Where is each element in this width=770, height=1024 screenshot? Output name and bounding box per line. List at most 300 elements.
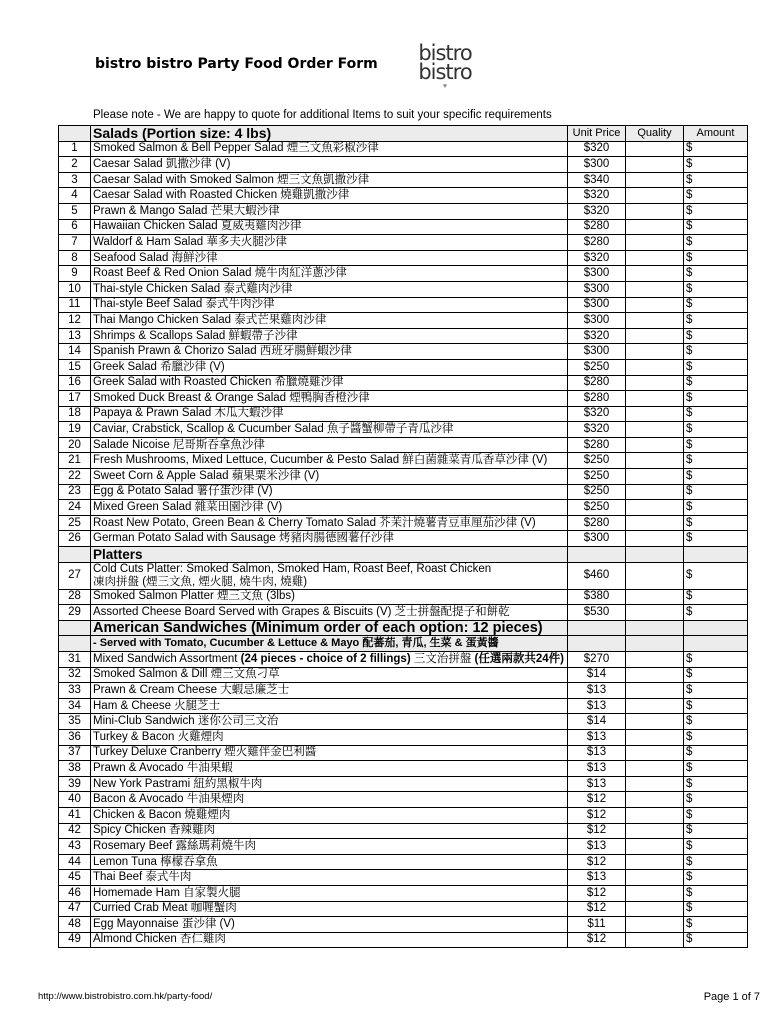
item-number: 20 — [59, 437, 91, 453]
item-number: 8 — [59, 250, 91, 266]
amount-cell: $ — [684, 391, 748, 407]
unit-price: $250 — [568, 469, 626, 485]
item-number: 39 — [59, 776, 91, 792]
table-row — [59, 854, 748, 870]
page-title: bistro bistro Party Food Order Form — [95, 56, 378, 72]
quantity-input[interactable] — [626, 885, 684, 901]
amount-cell: $ — [684, 698, 748, 714]
amount-cell: $ — [684, 469, 748, 485]
item-name: Caesar Salad with Smoked Salmon 煙三文魚凱撒沙律 — [91, 172, 568, 188]
quantity-input[interactable] — [626, 652, 684, 668]
item-number: 40 — [59, 792, 91, 808]
quantity-input[interactable] — [626, 776, 684, 792]
item-number: 33 — [59, 683, 91, 699]
item-name: Fresh Mushrooms, Mixed Lettuce, Cucumber & Pesto Salad 鮮白菌雜菜青瓜香草沙律 (V) — [91, 453, 568, 469]
unit-price: $300 — [568, 297, 626, 313]
item-number: 36 — [59, 729, 91, 745]
bistro-logo — [414, 41, 476, 91]
item-number: 41 — [59, 807, 91, 823]
quantity-input[interactable] — [626, 667, 684, 683]
unit-price: $280 — [568, 515, 626, 531]
amount-cell: $ — [684, 484, 748, 500]
quantity-input[interactable] — [626, 839, 684, 855]
quantity-input[interactable] — [626, 823, 684, 839]
unit-price: $13 — [568, 870, 626, 886]
unit-price: $13 — [568, 839, 626, 855]
item-name: Smoked Duck Breast & Orange Salad 煙鴨胸香橙沙律 — [91, 391, 568, 407]
section-amount-cell — [684, 620, 748, 636]
amount-cell: $ — [684, 729, 748, 745]
section-price-cell — [568, 620, 626, 636]
quantity-input[interactable] — [626, 500, 684, 516]
item-name: Prawn & Cream Cheese 大蝦忌廉芝士 — [91, 683, 568, 699]
item-number: 15 — [59, 359, 91, 375]
unit-price: $460 — [568, 562, 626, 589]
table-row — [59, 605, 748, 621]
sandwiches-section-subtitle-row — [59, 636, 748, 652]
quantity-input[interactable] — [626, 375, 684, 391]
amount-cell: $ — [684, 885, 748, 901]
item-name-part: Mixed Sandwich Assortment — [93, 652, 241, 665]
unit-price: $300 — [568, 344, 626, 360]
item-number: 11 — [59, 297, 91, 313]
table-row — [59, 266, 748, 282]
item-name: Turkey Deluxe Cranberry 煙火雞伴金巴利醬 — [91, 745, 568, 761]
table-row — [59, 729, 748, 745]
unit-price: $13 — [568, 683, 626, 699]
unit-price: $13 — [568, 745, 626, 761]
amount-cell: $ — [684, 515, 748, 531]
section-price-cell — [568, 547, 626, 563]
item-name: Roast New Potato, Green Bean & Cherry Tomato Salad 芥茉汁燒薯青豆車厘茄沙律 (V) — [91, 515, 568, 531]
item-name: Greek Salad 希臘沙律 (V) — [91, 359, 568, 375]
page-number: Page 1 of 7 — [703, 991, 760, 1003]
table-row — [59, 141, 748, 157]
unit-price: $300 — [568, 531, 626, 547]
quantity-input[interactable] — [626, 328, 684, 344]
item-number: 10 — [59, 281, 91, 297]
item-number: 29 — [59, 605, 91, 621]
item-number: 22 — [59, 469, 91, 485]
unit-price: $320 — [568, 203, 626, 219]
table-row — [59, 698, 748, 714]
item-number: 18 — [59, 406, 91, 422]
item-name-line-2: 凍肉拼盤 (煙三文魚, 煙火腿, 燒牛肉, 燒雞) — [93, 575, 308, 588]
table-row — [59, 714, 748, 730]
header-number-cell — [59, 126, 91, 142]
amount-cell: $ — [684, 714, 748, 730]
table-row — [59, 515, 748, 531]
unit-price: $250 — [568, 453, 626, 469]
table-row — [59, 313, 748, 329]
table-row — [59, 745, 748, 761]
quantity-input[interactable] — [626, 172, 684, 188]
quantity-input[interactable] — [626, 250, 684, 266]
table-row — [59, 917, 748, 933]
quantity-input[interactable] — [626, 453, 684, 469]
item-name: Roast Beef & Red Onion Salad 燒牛肉紅洋蔥沙律 — [91, 266, 568, 282]
unit-price: $380 — [568, 589, 626, 605]
unit-price: $13 — [568, 761, 626, 777]
item-number: 5 — [59, 203, 91, 219]
item-number: 32 — [59, 667, 91, 683]
table-row — [59, 500, 748, 516]
amount-cell: $ — [684, 281, 748, 297]
order-form-table — [58, 125, 748, 948]
quantity-input[interactable] — [626, 235, 684, 251]
unit-price: $13 — [568, 698, 626, 714]
quantity-input[interactable] — [626, 422, 684, 438]
item-name — [91, 562, 568, 589]
quantity-input[interactable] — [626, 807, 684, 823]
quantity-input[interactable] — [626, 406, 684, 422]
table-row — [59, 157, 748, 173]
amount-header: Amount — [684, 126, 748, 142]
unit-price: $320 — [568, 406, 626, 422]
amount-cell: $ — [684, 157, 748, 173]
amount-cell: $ — [684, 683, 748, 699]
table-row — [59, 652, 748, 668]
amount-cell: $ — [684, 250, 748, 266]
item-number: 42 — [59, 823, 91, 839]
quantity-input[interactable] — [626, 792, 684, 808]
item-name-part: 三文治拼盤 — [410, 652, 475, 665]
quantity-input[interactable] — [626, 219, 684, 235]
table-row — [59, 484, 748, 500]
table-row — [59, 188, 748, 204]
quantity-input[interactable] — [626, 917, 684, 933]
quantity-input[interactable] — [626, 605, 684, 621]
item-name: Thai-style Chicken Salad 泰式雞肉沙律 — [91, 281, 568, 297]
unit-price: $300 — [568, 281, 626, 297]
quantity-input[interactable] — [626, 901, 684, 917]
amount-cell: $ — [684, 531, 748, 547]
item-name: Thai Mango Chicken Salad 泰式芒果雞肉沙律 — [91, 313, 568, 329]
item-name: German Potato Salad with Sausage 烤豬肉腸德國薯仔沙律 — [91, 531, 568, 547]
item-name: New York Pastrami 紐約黑椒牛肉 — [91, 776, 568, 792]
item-number: 13 — [59, 328, 91, 344]
table-row — [59, 375, 748, 391]
item-name: Caesar Salad with Roasted Chicken 燒雞凱撒沙律 — [91, 188, 568, 204]
table-row — [59, 807, 748, 823]
unit-price: $320 — [568, 422, 626, 438]
amount-cell: $ — [684, 328, 748, 344]
amount-cell: $ — [684, 932, 748, 948]
unit-price: $280 — [568, 235, 626, 251]
section-amount-cell — [684, 547, 748, 563]
item-number: 6 — [59, 219, 91, 235]
amount-cell: $ — [684, 141, 748, 157]
amount-cell: $ — [684, 917, 748, 933]
item-number: 25 — [59, 515, 91, 531]
quantity-input[interactable] — [626, 745, 684, 761]
item-number: 12 — [59, 313, 91, 329]
section-price-cell — [568, 636, 626, 652]
unit-price: $12 — [568, 932, 626, 948]
quantity-input[interactable] — [626, 266, 684, 282]
unit-price: $12 — [568, 901, 626, 917]
section-number-cell — [59, 547, 91, 563]
quantity-input[interactable] — [626, 683, 684, 699]
section-number-cell — [59, 620, 91, 636]
section-quantity-cell — [626, 620, 684, 636]
unit-price: $320 — [568, 188, 626, 204]
quantity-input[interactable] — [626, 698, 684, 714]
item-name: Chicken & Bacon 燒雞煙肉 — [91, 807, 568, 823]
item-name: Smoked Salmon & Dill 煙三文魚刁草 — [91, 667, 568, 683]
quantity-input[interactable] — [626, 157, 684, 173]
table-row — [59, 391, 748, 407]
footer-url[interactable]: http://www.bistrobistro.com.hk/party-food/ — [38, 991, 213, 1002]
quantity-input[interactable] — [626, 437, 684, 453]
unit-price: $250 — [568, 359, 626, 375]
item-number: 35 — [59, 714, 91, 730]
item-name: Egg Mayonnaise 蛋沙律 (V) — [91, 917, 568, 933]
heart-icon: ♥ — [442, 83, 448, 90]
amount-cell: $ — [684, 562, 748, 589]
table-row — [59, 792, 748, 808]
logo-text-bottom: bistro — [418, 60, 472, 84]
item-name: Bacon & Avocado 牛油果煙肉 — [91, 792, 568, 808]
item-name: Caviar, Crabstick, Scallop & Cucumber Salad 魚子醬蟹柳帶子青瓜沙律 — [91, 422, 568, 438]
amount-cell: $ — [684, 870, 748, 886]
unit-price-header: Unit Price — [568, 126, 626, 142]
amount-cell: $ — [684, 235, 748, 251]
amount-cell: $ — [684, 344, 748, 360]
item-name: Papaya & Prawn Salad 木瓜大蝦沙律 — [91, 406, 568, 422]
item-number: 23 — [59, 484, 91, 500]
table-row — [59, 901, 748, 917]
item-name: Seafood Salad 海鮮沙律 — [91, 250, 568, 266]
item-name: Salade Nicoise 尼哥斯吞拿魚沙律 — [91, 437, 568, 453]
table-row — [59, 667, 748, 683]
table-row — [59, 453, 748, 469]
item-name: Homemade Ham 自家製火腿 — [91, 885, 568, 901]
table-row — [59, 422, 748, 438]
item-number: 45 — [59, 870, 91, 886]
unit-price: $14 — [568, 667, 626, 683]
item-number: 9 — [59, 266, 91, 282]
amount-cell: $ — [684, 266, 748, 282]
unit-price: $13 — [568, 776, 626, 792]
amount-cell: $ — [684, 406, 748, 422]
unit-price: $11 — [568, 917, 626, 933]
item-name: Hawaiian Chicken Salad 夏威夷雞肉沙律 — [91, 219, 568, 235]
table-row — [59, 761, 748, 777]
quantity-input[interactable] — [626, 714, 684, 730]
item-name — [91, 652, 568, 668]
unit-price: $300 — [568, 266, 626, 282]
quantity-input[interactable] — [626, 729, 684, 745]
quantity-input[interactable] — [626, 313, 684, 329]
order-note: Please note - We are happy to quote for additional Items to suit your specific requirements — [93, 109, 552, 121]
amount-cell: $ — [684, 761, 748, 777]
unit-price: $12 — [568, 807, 626, 823]
item-number: 34 — [59, 698, 91, 714]
item-number: 19 — [59, 422, 91, 438]
table-row — [59, 562, 748, 589]
amount-cell: $ — [684, 422, 748, 438]
table-row — [59, 359, 748, 375]
unit-price: $250 — [568, 484, 626, 500]
amount-cell: $ — [684, 854, 748, 870]
item-name: Assorted Cheese Board Served with Grapes & Biscuits (V) 芝士拼盤配提子和餅乾 — [91, 605, 568, 621]
section-quantity-cell — [626, 547, 684, 563]
item-name-part: (任選兩款共24件) — [474, 652, 564, 665]
quantity-input[interactable] — [626, 484, 684, 500]
quantity-header: Quality — [626, 126, 684, 142]
item-name: Waldorf & Ham Salad 華多夫火腿沙律 — [91, 235, 568, 251]
item-number: 47 — [59, 901, 91, 917]
quantity-input[interactable] — [626, 531, 684, 547]
item-name: Lemon Tuna 檸檬吞拿魚 — [91, 854, 568, 870]
item-number: 21 — [59, 453, 91, 469]
quantity-input[interactable] — [626, 391, 684, 407]
item-name: Spicy Chicken 香辣雞肉 — [91, 823, 568, 839]
quantity-input[interactable] — [626, 761, 684, 777]
quantity-input[interactable] — [626, 359, 684, 375]
unit-price: $12 — [568, 885, 626, 901]
amount-cell: $ — [684, 203, 748, 219]
item-name-part: (24 pieces - choice of 2 fillings) — [240, 652, 411, 665]
table-row — [59, 172, 748, 188]
table-row — [59, 870, 748, 886]
item-name: Sweet Corn & Apple Salad 蘋果粟米沙律 (V) — [91, 469, 568, 485]
salads-section-title: Salads (Portion size: 4 lbs) — [91, 126, 568, 142]
item-number: 31 — [59, 652, 91, 668]
unit-price: $14 — [568, 714, 626, 730]
unit-price: $250 — [568, 500, 626, 516]
amount-cell: $ — [684, 776, 748, 792]
item-number: 28 — [59, 589, 91, 605]
quantity-input[interactable] — [626, 141, 684, 157]
item-name: Smoked Salmon Platter 煙三文魚 (3lbs) — [91, 589, 568, 605]
quantity-input[interactable] — [626, 932, 684, 948]
quantity-input[interactable] — [626, 188, 684, 204]
table-row — [59, 328, 748, 344]
quantity-input[interactable] — [626, 297, 684, 313]
item-name: Curried Crab Meat 咖喱蟹肉 — [91, 901, 568, 917]
item-name: Thai Beef 泰式牛肉 — [91, 870, 568, 886]
unit-price: $12 — [568, 823, 626, 839]
item-number: 2 — [59, 157, 91, 173]
table-row — [59, 250, 748, 266]
item-number: 14 — [59, 344, 91, 360]
table-row — [59, 344, 748, 360]
quantity-input[interactable] — [626, 469, 684, 485]
amount-cell: $ — [684, 652, 748, 668]
quantity-input[interactable] — [626, 854, 684, 870]
unit-price: $12 — [568, 792, 626, 808]
item-number: 4 — [59, 188, 91, 204]
amount-cell: $ — [684, 667, 748, 683]
item-number: 46 — [59, 885, 91, 901]
item-name-line-1: Cold Cuts Platter: Smoked Salmon, Smoked Ham, Roast Beef, Roast Chicken — [93, 562, 492, 575]
quantity-input[interactable] — [626, 203, 684, 219]
amount-cell: $ — [684, 745, 748, 761]
amount-cell: $ — [684, 359, 748, 375]
item-name: Caesar Salad 凱撒沙律 (V) — [91, 157, 568, 173]
amount-cell: $ — [684, 839, 748, 855]
table-row — [59, 469, 748, 485]
unit-price: $280 — [568, 391, 626, 407]
unit-price: $300 — [568, 313, 626, 329]
table-row — [59, 203, 748, 219]
quantity-input[interactable] — [626, 562, 684, 589]
unit-price: $320 — [568, 141, 626, 157]
item-name: Egg & Potato Salad 薯仔蛋沙律 (V) — [91, 484, 568, 500]
item-number: 7 — [59, 235, 91, 251]
item-name: Greek Salad with Roasted Chicken 希臘燒雞沙律 — [91, 375, 568, 391]
amount-cell: $ — [684, 792, 748, 808]
table-row — [59, 297, 748, 313]
item-number: 48 — [59, 917, 91, 933]
quantity-input[interactable] — [626, 281, 684, 297]
platters-section-title: Platters — [91, 547, 568, 563]
table-row — [59, 683, 748, 699]
table-row — [59, 839, 748, 855]
amount-cell: $ — [684, 297, 748, 313]
section-number-cell — [59, 636, 91, 652]
salads-header-row — [59, 126, 748, 142]
amount-cell: $ — [684, 375, 748, 391]
item-name: Almond Chicken 杏仁雞肉 — [91, 932, 568, 948]
amount-cell: $ — [684, 823, 748, 839]
quantity-input[interactable] — [626, 515, 684, 531]
item-number: 26 — [59, 531, 91, 547]
amount-cell: $ — [684, 901, 748, 917]
amount-cell: $ — [684, 188, 748, 204]
table-row — [59, 235, 748, 251]
quantity-input[interactable] — [626, 344, 684, 360]
amount-cell: $ — [684, 589, 748, 605]
item-name: Thai-style Beef Salad 泰式牛肉沙律 — [91, 297, 568, 313]
table-row — [59, 932, 748, 948]
unit-price: $320 — [568, 328, 626, 344]
item-number: 43 — [59, 839, 91, 855]
section-quantity-cell — [626, 636, 684, 652]
item-name: Mixed Green Salad 雜菜田園沙律 (V) — [91, 500, 568, 516]
item-number: 16 — [59, 375, 91, 391]
unit-price: $12 — [568, 854, 626, 870]
quantity-input[interactable] — [626, 589, 684, 605]
sandwiches-section-subtitle: - Served with Tomato, Cucumber & Lettuce & Mayo 配蕃茄, 青瓜, 生菜 & 蛋黃醬 — [91, 636, 568, 652]
item-name: Smoked Salmon & Bell Pepper Salad 煙三文魚彩椒沙律 — [91, 141, 568, 157]
table-row — [59, 219, 748, 235]
unit-price: $300 — [568, 157, 626, 173]
item-name: Spanish Prawn & Chorizo Salad 西班牙腸鮮蝦沙律 — [91, 344, 568, 360]
table-row — [59, 281, 748, 297]
item-number: 44 — [59, 854, 91, 870]
unit-price: $530 — [568, 605, 626, 621]
item-name: Prawn & Mango Salad 芒果大蝦沙律 — [91, 203, 568, 219]
unit-price: $280 — [568, 375, 626, 391]
item-name: Turkey & Bacon 火雞煙肉 — [91, 729, 568, 745]
unit-price: $270 — [568, 652, 626, 668]
sandwiches-section-title-row — [59, 620, 748, 636]
table-row — [59, 406, 748, 422]
amount-cell: $ — [684, 500, 748, 516]
item-number: 24 — [59, 500, 91, 516]
table-row — [59, 776, 748, 792]
item-name: Mini-Club Sandwich 迷你公司三文治 — [91, 714, 568, 730]
amount-cell: $ — [684, 437, 748, 453]
item-number: 17 — [59, 391, 91, 407]
quantity-input[interactable] — [626, 870, 684, 886]
item-number: 49 — [59, 932, 91, 948]
table-row — [59, 589, 748, 605]
platters-section-title-row — [59, 547, 748, 563]
